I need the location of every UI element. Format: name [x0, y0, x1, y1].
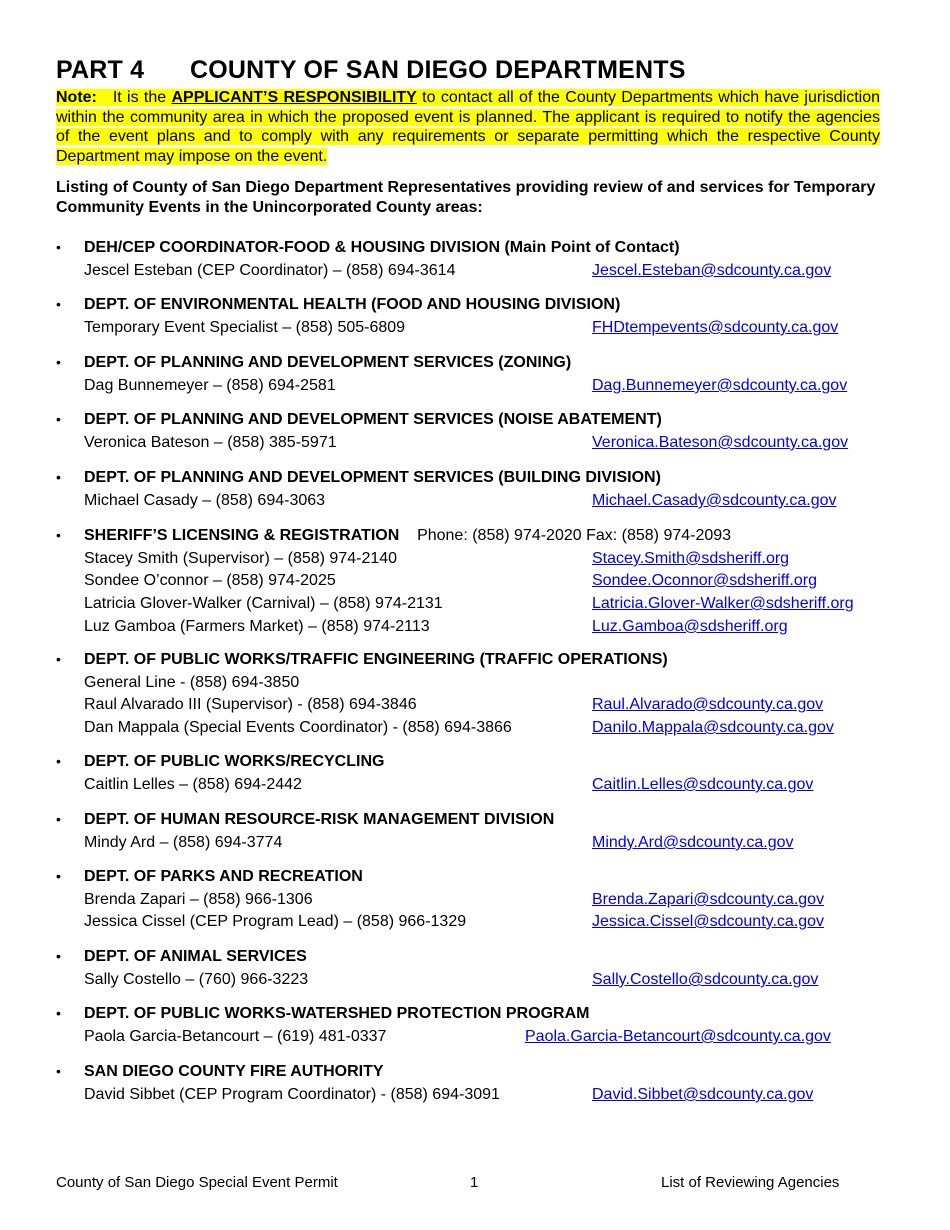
department-name: DEPT. OF PUBLIC WORKS/RECYCLING — [84, 753, 385, 770]
note-emphasis: APPLICANT’S RESPONSIBILITY — [171, 89, 417, 106]
contact-line: Brenda Zapari – (858) 966-1306 — [84, 891, 313, 908]
contact-line: Caitlin Lelles – (858) 694-2442 — [84, 776, 302, 793]
department-name: DEPT. OF PARKS AND RECREATION — [84, 868, 363, 885]
bullet-icon: • — [56, 239, 61, 255]
department-name: DEH/CEP COORDINATOR-FOOD & HOUSING DIVISION (Main Point of Contact) — [84, 239, 680, 256]
department-name: DEPT. OF PUBLIC WORKS-WATERSHED PROTECTION PROGRAM — [84, 1005, 590, 1022]
contact-email-link[interactable]: David.Sibbet@sdcounty.ca.gov — [592, 1086, 814, 1103]
phone-fax: Phone: (858) 974-2020 Fax: (858) 974-2093 — [417, 527, 732, 544]
footer-left: County of San Diego Special Event Permit — [56, 1174, 338, 1191]
contact-line: Latricia Glover-Walker (Carnival) – (858) 974-2131 — [84, 595, 443, 612]
bullet-icon: • — [56, 868, 61, 884]
contact-line: Temporary Event Specialist – (858) 505-6809 — [84, 319, 406, 336]
contact-email-link[interactable]: Caitlin.Lelles@sdcounty.ca.gov — [592, 776, 814, 793]
contact-line: Sally Costello – (760) 966-3223 — [84, 971, 309, 988]
contact-email-link[interactable]: FHDtempevents@sdcounty.ca.gov — [592, 319, 839, 336]
note-body: to contact all of the County Departments which have jurisdiction within the community area in which the proposed event is planned. The applicant is required to notify the agencies of the event plans and to comply with any requirements or separate permitting which the respective County Department may impose on the event. — [56, 89, 881, 165]
department-name: DEPT. OF PLANNING AND DEVELOPMENT SERVICES (ZONING) — [84, 354, 572, 371]
contact-email-link[interactable]: Raul.Alvarado@sdcounty.ca.gov — [592, 696, 824, 713]
contact-email-link[interactable]: Brenda.Zapari@sdcounty.ca.gov — [592, 891, 825, 908]
bullet-icon: • — [56, 411, 61, 427]
department-name-row — [84, 524, 731, 547]
contact-email-link[interactable]: Jessica.Cissel@sdcounty.ca.gov — [592, 913, 825, 930]
department-name: SAN DIEGO COUNTY FIRE AUTHORITY — [84, 1063, 384, 1080]
contact-line: Mindy Ard – (858) 694-3774 — [84, 834, 283, 851]
department-name: DEPT. OF PLANNING AND DEVELOPMENT SERVICES (NOISE ABATEMENT) — [84, 411, 662, 428]
page-title — [56, 56, 686, 85]
contact-line: Luz Gamboa (Farmers Market) – (858) 974-2113 — [84, 618, 430, 635]
department-name: DEPT. OF ANIMAL SERVICES — [84, 948, 307, 965]
contact-line: Jessica Cissel (CEP Program Lead) – (858) 966-1329 — [84, 913, 467, 930]
bullet-icon: • — [56, 753, 61, 769]
bullet-icon: • — [56, 469, 61, 485]
contact-email-link[interactable]: Dag.Bunnemeyer@sdcounty.ca.gov — [592, 377, 848, 394]
contact-line: Michael Casady – (858) 694-3063 — [84, 492, 326, 509]
contact-email-link[interactable]: Stacey.Smith@sdsheriff.org — [592, 550, 790, 567]
contact-line: Dan Mappala (Special Events Coordinator) - (858) 694-3866 — [84, 719, 512, 736]
contact-email-link[interactable]: Jescel.Esteban@sdcounty.ca.gov — [592, 262, 832, 279]
contact-line: Sondee O’connor – (858) 974-2025 — [84, 572, 336, 589]
footer-right: List of Reviewing Agencies — [661, 1174, 840, 1191]
contact-line: Paola Garcia-Betancourt – (619) 481-0337 — [84, 1028, 387, 1045]
bullet-icon: • — [56, 1063, 61, 1079]
responsibility-note — [56, 88, 880, 166]
contact-email-link[interactable]: Michael.Casady@sdcounty.ca.gov — [592, 492, 837, 509]
contact-email-link[interactable]: Sondee.Oconnor@sdsheriff.org — [592, 572, 817, 589]
note-pre: It is the — [112, 89, 167, 106]
department-name: DEPT. OF PUBLIC WORKS/TRAFFIC ENGINEERING (TRAFFIC OPERATIONS) — [84, 651, 668, 668]
bullet-icon: • — [56, 948, 61, 964]
contact-line: Jescel Esteban (CEP Coordinator) – (858) 694-3614 — [84, 262, 456, 279]
contact-line: Dag Bunnemeyer – (858) 694-2581 — [84, 377, 336, 394]
contact-email-link[interactable]: Latricia.Glover-Walker@sdsheriff.org — [592, 595, 854, 612]
listing-intro: Listing of County of San Diego Department Representatives providing review of and services for Temporary Community Events in the Unincorporated County areas: — [56, 179, 876, 216]
department-name: DEPT. OF HUMAN RESOURCE-RISK MANAGEMENT DIVISION — [84, 811, 555, 828]
contact-email-link[interactable]: Danilo.Mappala@sdcounty.ca.gov — [592, 719, 834, 736]
bullet-icon: • — [56, 1005, 61, 1021]
bullet-icon: • — [56, 527, 61, 543]
contact-line: Stacey Smith (Supervisor) – (858) 974-2140 — [84, 550, 398, 567]
contact-email-link[interactable]: Mindy.Ard@sdcounty.ca.gov — [592, 834, 794, 851]
bullet-icon: • — [56, 354, 61, 370]
bullet-icon: • — [56, 296, 61, 312]
contact-email-link[interactable]: Sally.Costello@sdcounty.ca.gov — [592, 971, 819, 988]
department-name: SHERIFF’S LICENSING & REGISTRATION — [84, 527, 400, 544]
contact-line: General Line - (858) 694-3850 — [84, 674, 300, 691]
department-name: DEPT. OF PLANNING AND DEVELOPMENT SERVICES (BUILDING DIVISION) — [84, 469, 661, 486]
bullet-icon: • — [56, 651, 61, 667]
contact-line: Raul Alvarado III (Supervisor) - (858) 694-3846 — [84, 696, 417, 713]
contact-email-link[interactable]: Paola.Garcia-Betancourt@sdcounty.ca.gov — [525, 1028, 831, 1045]
page-number: 1 — [470, 1174, 479, 1191]
note-label: Note: — [56, 89, 97, 106]
contact-email-link[interactable]: Veronica.Bateson@sdcounty.ca.gov — [592, 434, 849, 451]
contact-line: Veronica Bateson – (858) 385-5971 — [84, 434, 337, 451]
part-number: PART 4 — [56, 56, 145, 84]
section-title: COUNTY OF SAN DIEGO DEPARTMENTS — [190, 56, 686, 84]
contact-line: David Sibbet (CEP Program Coordinator) - (858) 694-3091 — [84, 1086, 500, 1103]
contact-email-link[interactable]: Luz.Gamboa@sdsheriff.org — [592, 618, 788, 635]
department-name: DEPT. OF ENVIRONMENTAL HEALTH (FOOD AND HOUSING DIVISION) — [84, 296, 621, 313]
bullet-icon: • — [56, 811, 61, 827]
